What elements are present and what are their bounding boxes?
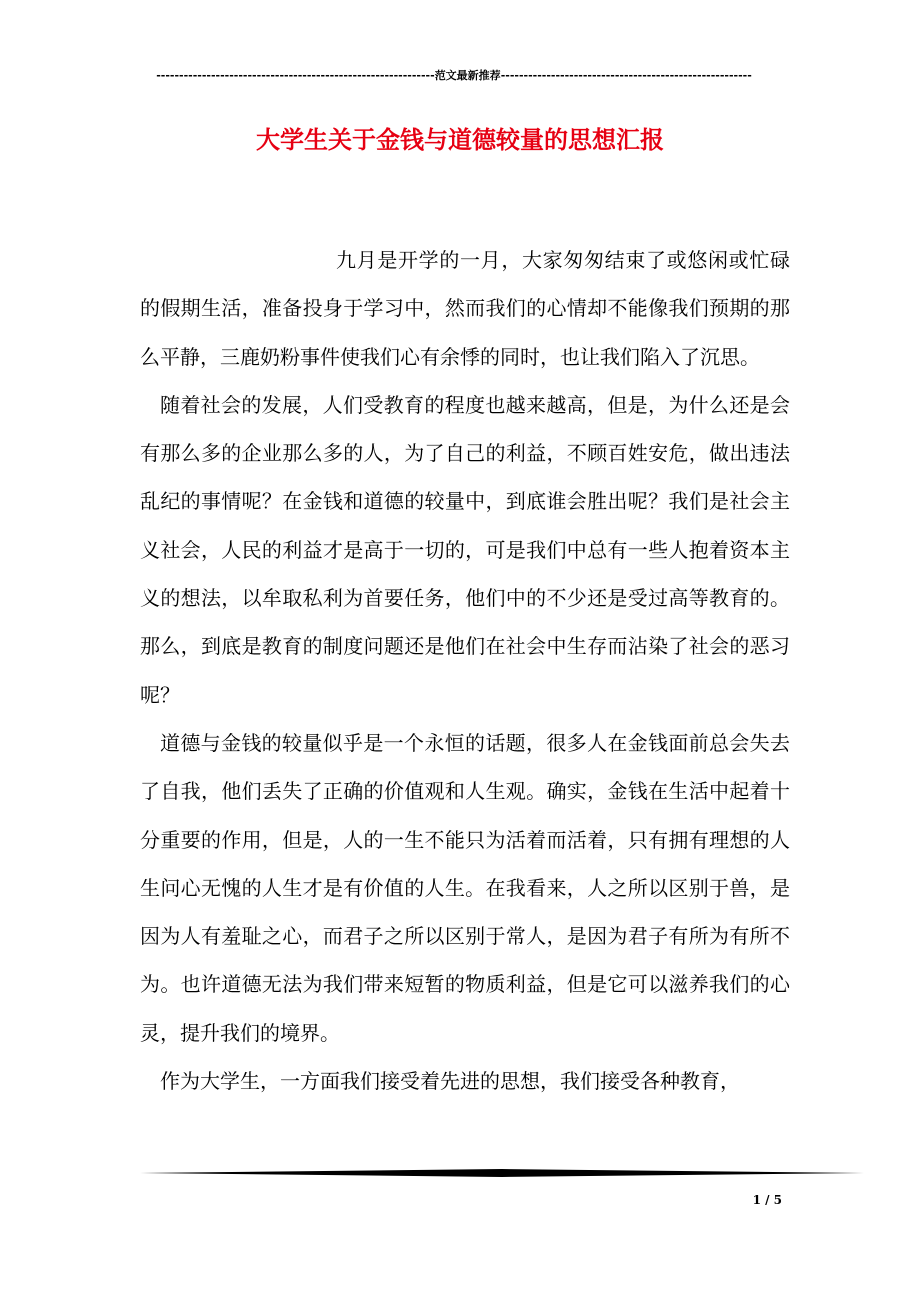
page-number: 1 / 5	[752, 1193, 782, 1207]
footer-rule	[140, 1168, 864, 1178]
document-body	[140, 236, 790, 1105]
paragraph-1: 九月是开学的一月，大家匆匆结束了或悠闲或忙碌的假期生活，准备投身于学习中，然而我们的心情却不能像我们预期的那么平静，三鹿奶粉事件使我们心有余悸的同时，也让我们陷入了沉思。	[140, 248, 790, 369]
header-label: 范文最新推荐	[434, 69, 501, 82]
page-header	[140, 68, 768, 84]
paragraph-4: 作为大学生，一方面我们接受着先进的思想，我们接受各种教育，	[160, 1069, 740, 1094]
paragraph-3: 道德与金钱的较量似乎是一个永恒的话题，很多人在金钱面前总会失去了自我，他们丢失了正确的价值观和人生观。确实，金钱在生活中起着十分重要的作用，但是，人的一生不能只为活着而活着，只有拥有理想的人生问心无愧的人生才是有价值的人生。在我看来，人之所以区别于兽，是因为人有羞耻之心，而君子之所以区别于常人，是因为君子有所为有所不为。也许道德无法为我们带来短暂的物质利益，但是它可以滋养我们的心灵，提升我们的境界。	[140, 730, 790, 1045]
header-left-dashes: -------------------------------------------------------------	[156, 69, 435, 82]
document-title: 大学生关于金钱与道德较量的思想汇报	[256, 125, 664, 154]
paragraph-2: 随着社会的发展，人们受教育的程度也越来越高，但是，为什么还是会有那么多的企业那么多的人，为了自己的利益，不顾百姓安危，做出违法乱纪的事情呢？在金钱和道德的较量中，到底谁会胜出呢？我们是社会主义社会，人民的利益才是高于一切的，可是我们中总有一些人抱着资本主义的想法，以牟取私利为首要任务，他们中的不少还是受过高等教育的。那么，到底是教育的制度问题还是他们在社会中生存而沾染了社会的恶习呢？	[140, 392, 790, 707]
header-right-dashes: -------------------------------------------------------	[500, 69, 752, 82]
